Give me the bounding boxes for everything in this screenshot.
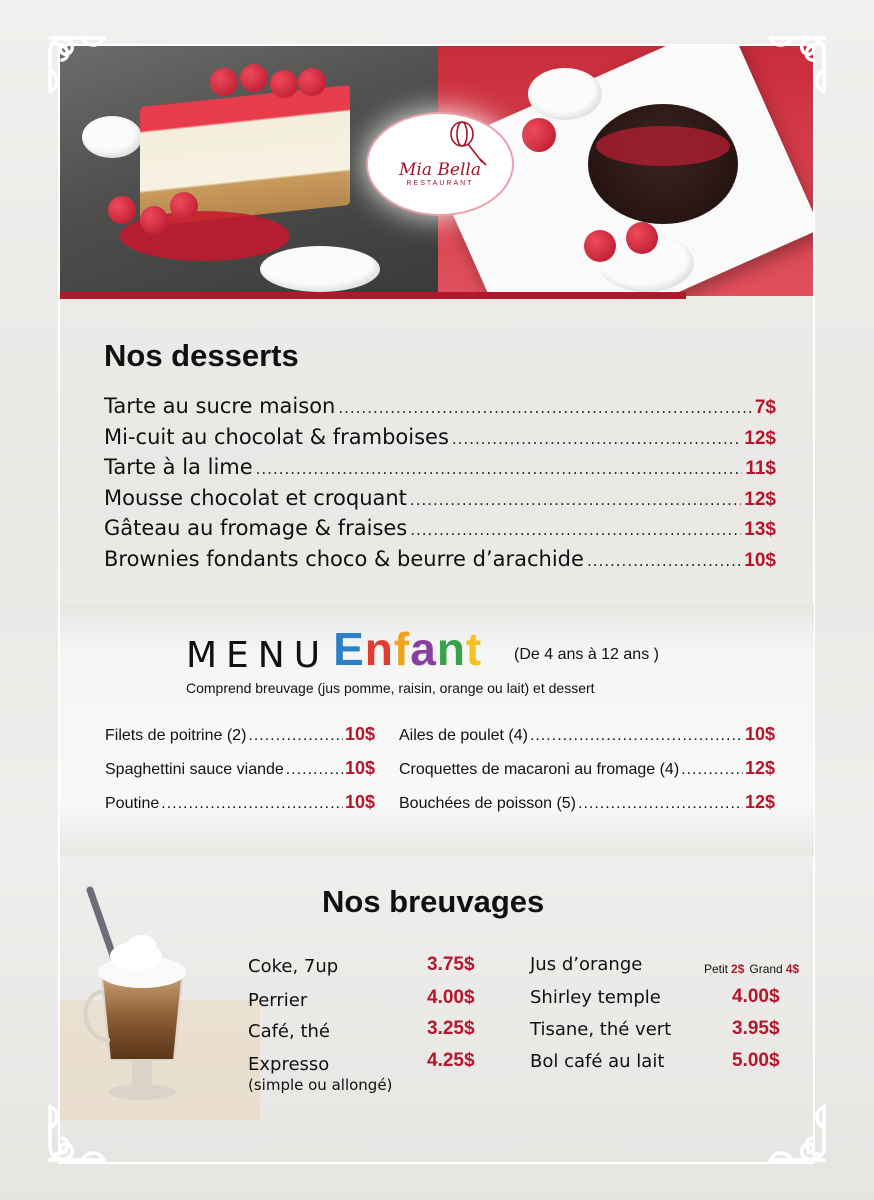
dessert-name: Tarte au sucre maison: [104, 394, 336, 418]
beverage-price: 4.00$: [427, 987, 475, 1008]
leader-dots: [286, 761, 343, 779]
size-small-label: Petit: [704, 962, 729, 976]
leader-dots: [587, 552, 741, 570]
enfant-letter: a: [410, 623, 437, 675]
dessert-name: Brownies fondants choco & beurre d’arachide: [104, 546, 584, 571]
dessert-price: 13$: [744, 519, 776, 540]
leader-dots: [578, 795, 743, 813]
ornament-corner-icon: [762, 1098, 832, 1168]
logo-wordmark: Mia Bella: [399, 159, 481, 180]
enfant-letter: n: [364, 623, 394, 675]
leader-dots: [452, 430, 741, 448]
beverage-note: (simple ou allongé): [248, 1076, 393, 1094]
kids-item: [105, 758, 375, 792]
beverage-price: 3.95$: [732, 1018, 780, 1039]
kids-item-price: 10$: [344, 758, 375, 778]
beverage-name: Tisane, thé vert: [530, 1019, 672, 1040]
dessert-item: [104, 547, 776, 578]
ornament-corner-icon: [42, 30, 112, 100]
desserts-title: Nos desserts: [104, 338, 299, 373]
beverages-title: Nos breuvages: [322, 884, 545, 919]
kids-item-name: Filets de poitrine (2): [105, 727, 247, 744]
kids-item-price: 12$: [744, 792, 775, 812]
enfant-letter: f: [393, 623, 411, 675]
dessert-price: 7$: [754, 397, 776, 418]
latte-glass-photo: [60, 880, 260, 1120]
dessert-price: 11$: [745, 458, 776, 479]
leader-dots: [410, 491, 741, 509]
enfant-letter: n: [436, 623, 466, 675]
size-small-price: 2$: [731, 962, 745, 976]
beverage-price: 3.75$: [427, 954, 475, 975]
kids-item: [399, 724, 775, 758]
enfant-letter: t: [465, 623, 483, 675]
kids-item: [105, 724, 375, 758]
kids-item-price: 10$: [744, 724, 775, 744]
kids-menu-title: [186, 620, 482, 676]
leader-dots: [410, 521, 741, 539]
dessert-name: Tarte à la lime: [104, 455, 253, 479]
dessert-name: Gâteau au fromage & fraises: [104, 516, 408, 540]
dessert-price: 12$: [744, 427, 776, 449]
beverage-name: Expresso: [248, 1054, 330, 1075]
size-large-price: 4$: [785, 962, 800, 976]
leader-dots: [338, 399, 752, 417]
dessert-item: [104, 425, 776, 456]
kids-item-name: Croquettes de macaroni au fromage (4): [399, 761, 680, 778]
leader-dots: [530, 727, 743, 745]
kids-item-price: 10$: [344, 792, 375, 812]
dessert-item: [104, 486, 776, 517]
leader-dots: [681, 761, 743, 779]
kids-item-name: Poutine: [105, 795, 160, 812]
beverage-name: Coke, 7up: [248, 956, 339, 977]
kids-enfant-word: [333, 622, 482, 676]
kids-item: [399, 758, 775, 792]
kids-menu-word: MENU: [186, 635, 330, 676]
dessert-item: [104, 516, 776, 547]
kids-subtitle: Comprend breuvage (jus pomme, raisin, orange ou lait) et dessert: [186, 680, 595, 696]
kids-item-price: 10$: [344, 724, 375, 744]
beverage-price: 3.25$: [427, 1018, 475, 1039]
kids-item-name: Bouchées de poisson (5): [399, 795, 576, 812]
beverage-name: Shirley temple: [530, 987, 661, 1008]
dessert-item: [104, 394, 776, 425]
kids-items-left: [105, 724, 375, 826]
beverage-sizes: [704, 958, 799, 977]
beverage-name: Perrier: [248, 990, 308, 1011]
beverage-name: Bol café au lait: [530, 1051, 665, 1072]
dessert-price: 10$: [744, 549, 776, 571]
enfant-letter: E: [333, 623, 365, 675]
beverage-name: Jus d’orange: [530, 954, 643, 975]
dessert-item: [104, 455, 776, 486]
kids-item-price: 12$: [744, 758, 775, 778]
kids-age-range: (De 4 ans à 12 ans ): [514, 646, 659, 663]
leader-dots: [248, 727, 343, 745]
size-large-label: Grand: [749, 962, 783, 976]
beverage-name: Café, thé: [248, 1021, 330, 1042]
ornament-corner-icon: [762, 30, 832, 100]
beverage-price: 4.00$: [732, 986, 780, 1007]
kids-item-name: Spaghettini sauce viande: [105, 761, 284, 778]
beverage-price: 4.25$: [427, 1050, 475, 1071]
kids-item: [105, 792, 375, 826]
kids-item-name: Ailes de poulet (4): [399, 727, 528, 744]
kids-item: [399, 792, 775, 826]
logo-subtitle: RESTAURANT: [406, 179, 474, 187]
leader-dots: [256, 460, 743, 478]
leader-dots: [161, 795, 343, 813]
beverage-price: 5.00$: [732, 1050, 780, 1071]
dessert-price: 12$: [744, 488, 776, 510]
dessert-name: Mousse chocolat et croquant: [104, 485, 407, 510]
dessert-list: [104, 394, 776, 577]
kids-items-right: [399, 724, 775, 826]
dessert-name: Mi-cuit au chocolat & framboises: [104, 424, 449, 449]
